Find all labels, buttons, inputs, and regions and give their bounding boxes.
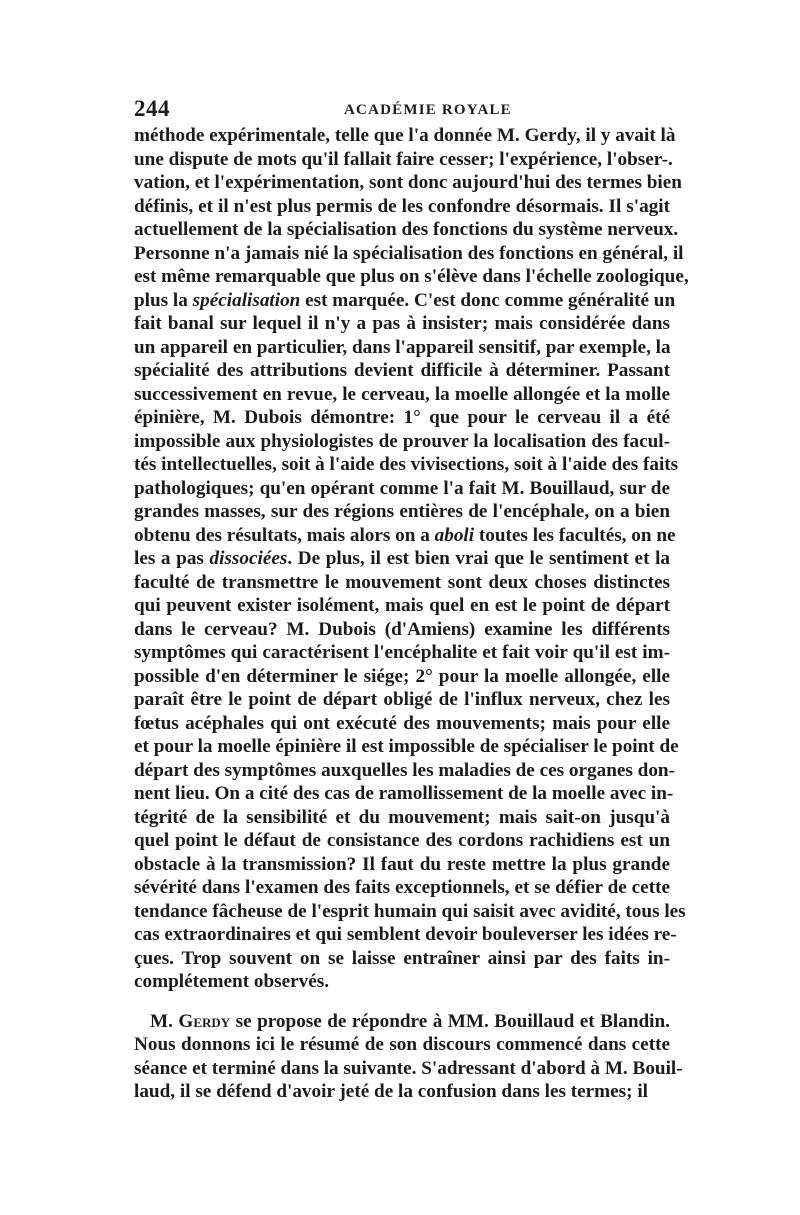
line-segment: M. [150,1010,179,1032]
text-line: vation, et l'expérimentation, sont donc aujourd'hui des termes bien [134,172,682,193]
italic-word: aboli [434,524,475,546]
text-line: Personne n'a jamais nié la spécialisation des fonctions en général, il [134,242,684,264]
text-line [134,524,676,548]
text-line: complétement observés. [134,971,330,992]
text-line: tendance fâcheuse de l'esprit humain qui saisit avec avidité, tous les [134,900,686,922]
text-line: faculté de transmettre le mouvement sont deux choses distinctes [134,571,670,593]
text-line: laud, il se défend d'avoir jeté de la confusion dans les termes; il [134,1081,648,1102]
text-line: qui peuvent exister isolément, mais quel en est le point de départ [134,595,670,616]
text-line: fait banal sur lequel il n'y a pas à insister; mais considérée dans [134,313,670,334]
text-line [134,547,670,571]
paragraph-gap [134,994,670,1010]
text-line: une dispute de mots qu'il fallait faire cesser; l'expérience, l'obser-. [134,148,673,170]
text-line: quel point le défaut de consistance des cordons rachidiens est un [134,830,670,851]
text-line: définis, et il n'est plus permis de les confondre désormais. Il s'agit [134,195,670,217]
line-segment: se propose de répondre à MM. Bouillaud et Blandin. [230,1010,670,1032]
text-line: sévérité dans l'examen des faits exceptionnels, et se défier de cette [134,877,670,898]
body-text [134,124,689,1104]
text-line: est même remarquable que plus on s'élève dans l'échelle zoologique, [134,266,689,287]
small-caps-name: Gerdy [178,1010,231,1032]
text-line: pathologiques; qu'en opérant comme l'a fait M. Bouillaud, sur de [134,477,670,499]
text-line: épinière, M. Dubois démontre: 1° que pour le cerveau il a été [134,407,670,428]
text-line: successivement en revue, le cerveau, la moelle allongée et la molle [134,383,670,405]
line-segment: est marquée. C'est donc comme généralité un [300,289,676,311]
text-line [134,1010,670,1034]
italic-word: spécialisation [192,289,301,311]
line-segment: . De plus, il est bien vrai que le sentiment et la [287,548,671,569]
text-line: fœtus acéphales qui ont exécuté des mouvements; mais pour elle [134,712,670,734]
italic-word: dissociées [209,548,288,569]
text-line: dans le cerveau? M. Dubois (d'Amiens) examine les différents [134,618,670,640]
paragraph-2 [134,1010,683,1104]
text-line [134,289,676,313]
line-segment: les a pas [134,548,210,569]
text-line: méthode expérimentale, telle que l'a donnée M. Gerdy, il y avait là [134,125,676,146]
running-head [134,96,670,126]
header-title: ACADÉMIE ROYALE [344,102,512,118]
text-line: çues. Trop souvent on se laisse entraîner ainsi par des faits in- [134,947,670,969]
line-segment: obtenu des résultats, mais alors on a [134,524,435,546]
text-line: tégrité de la sensibilité et du mouvement; mais sait-on jusqu'à [134,806,670,828]
text-line: obstacle à la transmission? Il faut du reste mettre la plus grande [134,853,670,875]
text-line: un appareil en particulier, dans l'appareil sensitif, par exemple, la [134,336,671,358]
text-line: et pour la moelle épinière il est impossible de spécialiser le point de [134,736,679,757]
text-line: actuellement de la spécialisation des fonctions du système nerveux. [134,219,679,240]
text-line: symptômes qui caractérisent l'encéphalite et fait voir qu'il est im- [134,642,670,663]
text-line: séance et terminé dans la suivante. S'adressant d'abord à M. Bouil- [134,1057,683,1079]
line-segment: plus la [134,289,193,311]
text-line: cas extraordinaires et qui semblent devoir bouleverser les idées re- [134,924,677,945]
text-line: grandes masses, sur des régions entières de l'encéphale, on a bien [134,501,670,522]
text-line: paraît être le point de départ obligé de l'influx nerveux, chez les [134,689,670,710]
text-line: tés intellectuelles, soit à l'aide des vivisections, soit à l'aide des faits [134,454,679,475]
paragraph-1 [134,124,689,994]
text-line: nent lieu. On a cité des cas de ramollissement de la moelle avec in- [134,783,674,804]
page-number: 244 [134,96,170,121]
text-line: Nous donnons ici le résumé de son discours commencé dans cette [134,1034,670,1055]
text-line: spécialité des attributions devient difficile à déterminer. Passant [134,360,670,381]
text-line: départ des symptômes auxquelles les maladies de ces organes don- [134,759,675,781]
text-line: impossible aux physiologistes de prouver la localisation des facul- [134,430,670,452]
text-line: possible d'en déterminer le siége; 2° pour la moelle allongée, elle [134,665,670,687]
line-segment: toutes les facultés, on ne [474,524,676,546]
